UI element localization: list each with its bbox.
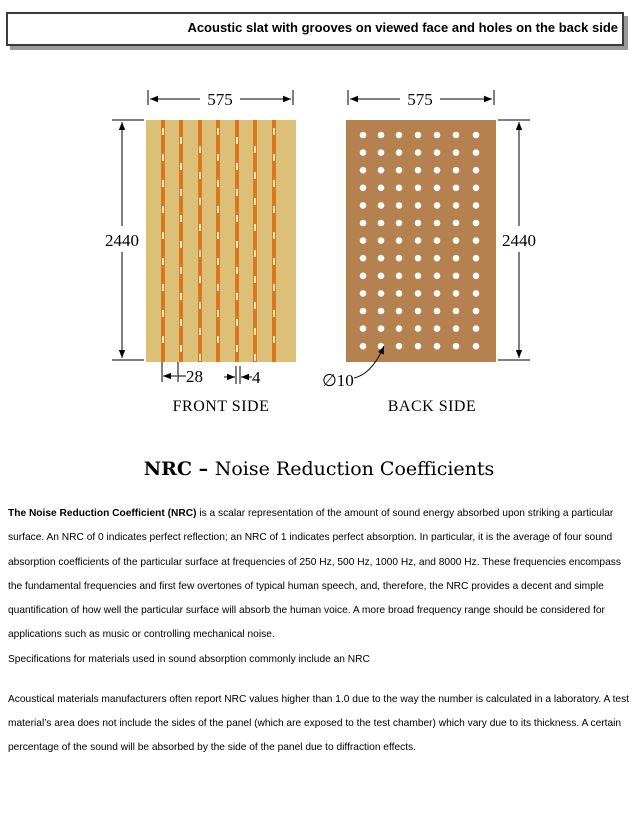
hole [415, 325, 422, 332]
groove-highlight [217, 180, 219, 187]
hole [360, 325, 367, 332]
groove-highlight [273, 258, 275, 265]
groove-highlight [273, 180, 275, 187]
groove-highlight [162, 232, 164, 239]
nrc-paragraph-1 [8, 502, 630, 648]
groove-highlight [236, 241, 238, 248]
groove-highlight [199, 198, 201, 205]
groove-highlight [236, 345, 238, 352]
groove-highlight [217, 206, 219, 213]
groove-highlight [199, 146, 201, 153]
hole [378, 167, 385, 174]
groove-highlight [199, 354, 201, 361]
hole [396, 202, 403, 209]
hole [360, 149, 367, 156]
page-title: Acoustic slat with grooves on viewed face and holes on the back side [187, 20, 618, 35]
groove-highlight [180, 241, 182, 248]
hole [378, 149, 385, 156]
hole [453, 308, 460, 315]
hole [360, 273, 367, 280]
groove-highlight [236, 137, 238, 144]
groove-highlight [254, 302, 256, 309]
hole [415, 149, 422, 156]
front-height-dimension [105, 120, 144, 360]
groove-highlight [254, 198, 256, 205]
hole [473, 149, 480, 156]
groove-highlight [180, 189, 182, 196]
nrc-paragraph-3: Acoustical materials manufacturers often report NRC values higher than 1.0 due to the way the number is calculated in a laboratory. A test material’s area does not include the sides of the panel (which are exposed to the test chamber) which vary due to its thickness. A certain percentage of the sound will be absorbed by the side of the panel due to diffraction effects. [8, 694, 630, 753]
groove-highlight [236, 293, 238, 300]
hole [360, 132, 367, 139]
hole [396, 185, 403, 192]
groove-width-dimension [224, 366, 261, 387]
front-panel [146, 120, 296, 362]
hole [434, 167, 441, 174]
groove-highlight [273, 128, 275, 135]
groove-width-label: 4 [252, 368, 261, 387]
groove-highlight [199, 328, 201, 335]
hole [415, 273, 422, 280]
hole [473, 220, 480, 227]
hole [378, 325, 385, 332]
groove-6 [253, 120, 257, 362]
hole [396, 343, 403, 350]
groove-highlight [273, 206, 275, 213]
hole [473, 185, 480, 192]
groove-highlight [180, 345, 182, 352]
hole [434, 255, 441, 262]
hole [360, 202, 367, 209]
hole [378, 290, 385, 297]
hole [396, 132, 403, 139]
hole [434, 290, 441, 297]
hole [360, 185, 367, 192]
hole [396, 167, 403, 174]
hole [453, 149, 460, 156]
groove-highlight [162, 310, 164, 317]
groove-highlight [217, 310, 219, 317]
groove-highlight [162, 258, 164, 265]
hole [453, 273, 460, 280]
nrc-heading [0, 458, 638, 480]
groove-highlight [199, 276, 201, 283]
groove-highlight [236, 163, 238, 170]
hole [360, 255, 367, 262]
hole [473, 290, 480, 297]
nrc-heading-text: Noise Reduction Coefficients [214, 458, 495, 480]
hole [360, 237, 367, 244]
groove-3 [198, 120, 202, 362]
groove-highlight [162, 336, 164, 343]
hole [415, 237, 422, 244]
hole [453, 220, 460, 227]
hole [396, 149, 403, 156]
groove-highlight [180, 137, 182, 144]
hole [453, 185, 460, 192]
groove-highlight [199, 172, 201, 179]
hole [434, 308, 441, 315]
hole [415, 290, 422, 297]
groove-highlight [180, 267, 182, 274]
groove-highlight [254, 172, 256, 179]
groove-highlight [236, 267, 238, 274]
hole [453, 132, 460, 139]
groove-highlight [254, 354, 256, 361]
hole [473, 132, 480, 139]
groove-highlight [273, 154, 275, 161]
groove-highlight [236, 319, 238, 326]
groove-highlight [236, 215, 238, 222]
hole [378, 273, 385, 280]
hole [473, 167, 480, 174]
nrc-heading-dash: – [191, 458, 215, 480]
groove-highlight [162, 284, 164, 291]
hole [360, 290, 367, 297]
groove-highlight [217, 128, 219, 135]
hole [360, 167, 367, 174]
hole [434, 273, 441, 280]
groove-highlight [199, 250, 201, 257]
hole [453, 290, 460, 297]
hole [434, 343, 441, 350]
groove-highlight [162, 180, 164, 187]
hole [473, 325, 480, 332]
hole [415, 255, 422, 262]
hole [396, 273, 403, 280]
groove-highlight [180, 293, 182, 300]
back-height-dimension [498, 120, 536, 360]
groove-highlight [254, 328, 256, 335]
hole [415, 308, 422, 315]
hole [434, 149, 441, 156]
hole [434, 220, 441, 227]
groove-highlight [236, 189, 238, 196]
back-side-caption: BACK SIDE [387, 398, 477, 415]
hole [434, 237, 441, 244]
hole [378, 308, 385, 315]
hole [378, 237, 385, 244]
hole [473, 255, 480, 262]
hole [453, 255, 460, 262]
hole [473, 308, 480, 315]
hole [434, 132, 441, 139]
front-side-caption: FRONT SIDE [172, 398, 270, 415]
groove-highlight [273, 284, 275, 291]
hole [453, 202, 460, 209]
hole [396, 255, 403, 262]
groove-highlight [217, 284, 219, 291]
nrc-definition-term: The Noise Reduction Coefficient (NRC) [8, 508, 197, 519]
hole [396, 237, 403, 244]
hole [473, 343, 480, 350]
groove-highlight [254, 250, 256, 257]
groove-highlight [217, 232, 219, 239]
slat-width-dimension [162, 362, 203, 386]
hole [434, 185, 441, 192]
nrc-definition-text: is a scalar representation of the amount of sound energy absorbed upon striking a particular surface. An NRC of 0 indicates perfect reflection; an NRC of 1 indicates perfect absorption. In particular, it is the average of four sound absorption coefficients of the particular surface at frequencies of 250 Hz, 500 Hz, 1000 Hz, and 8000 Hz. These frequencies encompass the fundamental frequencies and first few overtones of typical human speech, and, therefore, the NRC provides a decent and simple quantification of how well the particular surface will absorb the human voice. A more broad frequency range should be considered for applications such as music or controlling mechanical noise. [8, 508, 621, 641]
hole [415, 132, 422, 139]
groove-highlight [199, 302, 201, 309]
front-height-label: 2440 [105, 231, 139, 250]
hole [415, 343, 422, 350]
hole [378, 185, 385, 192]
hole [453, 237, 460, 244]
hole [360, 220, 367, 227]
groove-highlight [180, 215, 182, 222]
hole [473, 237, 480, 244]
hole [434, 325, 441, 332]
groove-highlight [217, 154, 219, 161]
nrc-heading-abbr: NRC [143, 458, 192, 480]
groove-highlight [162, 154, 164, 161]
hole [378, 220, 385, 227]
hole [378, 132, 385, 139]
back-width-label: 575 [407, 90, 433, 109]
hole [453, 343, 460, 350]
hole [453, 325, 460, 332]
groove-highlight [199, 224, 201, 231]
hole [473, 202, 480, 209]
groove-highlight [217, 336, 219, 343]
groove-highlight [273, 336, 275, 343]
slat-width-label: 28 [186, 367, 203, 386]
front-width-dimension [148, 90, 293, 109]
groove-highlight [254, 146, 256, 153]
hole [453, 167, 460, 174]
groove-highlight [162, 128, 164, 135]
hole [396, 308, 403, 315]
groove-highlight [217, 258, 219, 265]
back-panel [346, 120, 496, 362]
hole [360, 308, 367, 315]
groove-highlight [273, 232, 275, 239]
hole [415, 185, 422, 192]
groove-highlight [254, 276, 256, 283]
hole [415, 220, 422, 227]
front-width-label: 575 [207, 90, 233, 109]
hole [415, 202, 422, 209]
hole [378, 202, 385, 209]
hole [396, 220, 403, 227]
hole [473, 273, 480, 280]
groove-highlight [273, 310, 275, 317]
groove-highlight [180, 163, 182, 170]
groove-highlight [180, 319, 182, 326]
hole [434, 202, 441, 209]
back-width-dimension [348, 90, 494, 109]
hole [360, 343, 367, 350]
groove-highlight [162, 206, 164, 213]
hole [415, 167, 422, 174]
back-height-label: 2440 [502, 231, 536, 250]
hole [396, 290, 403, 297]
groove-highlight [254, 224, 256, 231]
hole-diameter-label: ∅10 [322, 371, 354, 390]
nrc-paragraph-2: Specifications for materials used in sound absorption commonly include an NRC [8, 654, 370, 665]
hole [378, 255, 385, 262]
hole [396, 325, 403, 332]
